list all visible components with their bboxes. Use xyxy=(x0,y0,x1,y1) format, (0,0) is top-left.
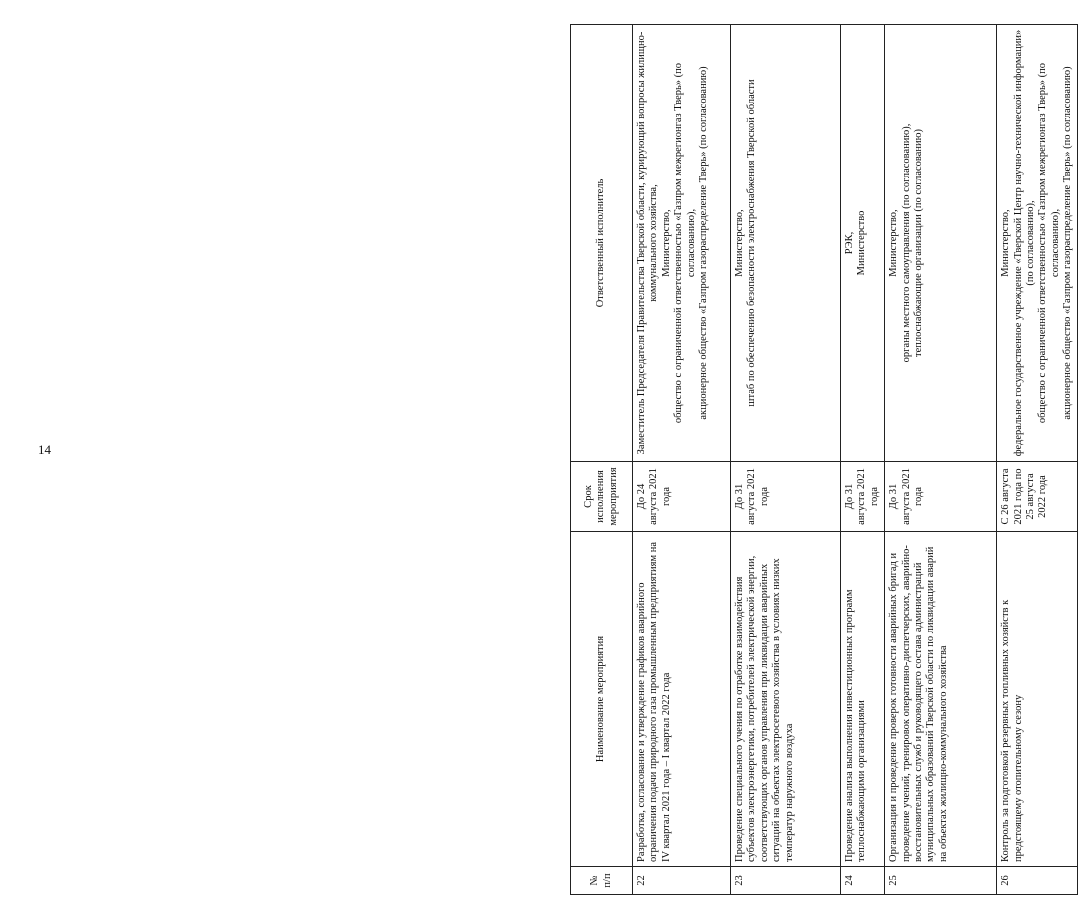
header-term: Срок исполнения мероприятия xyxy=(571,462,633,532)
executor-line: теплоснабжающие организации (по согласованию) xyxy=(912,129,924,357)
executor-line: общество с ограниченной ответственностью «Газпром межрегионгаз Тверь» (по согласованию), xyxy=(1037,62,1061,424)
executor-line: Министерство, xyxy=(660,209,672,277)
table-row xyxy=(731,25,841,895)
table-header-row xyxy=(571,25,633,895)
row-num: 26 xyxy=(997,867,1078,895)
row-term: До 31 августа 2021 года xyxy=(841,462,885,532)
row-num: 23 xyxy=(731,867,841,895)
page-number: 14 xyxy=(38,442,51,457)
header-executor: Ответственный исполнитель xyxy=(571,25,633,462)
row-executor xyxy=(731,25,841,462)
executor-line: акционерное общество «Газпром газораспределение Тверь» (по согласованию) xyxy=(697,66,709,420)
row-num: 22 xyxy=(633,867,731,895)
row-term: С 26 августа 2021 года по 25 августа 2022 года xyxy=(997,462,1078,532)
executor-line: органы местного самоуправления (по согласованию), xyxy=(900,123,912,363)
row-executor xyxy=(885,25,997,462)
executor-line: Министерство, xyxy=(1000,209,1012,277)
table-row xyxy=(841,25,885,895)
row-executor xyxy=(633,25,731,462)
row-name: Проведение анализа выполнения инвестиционных программ теплоснабжающими организациями xyxy=(841,532,885,867)
table-row xyxy=(885,25,997,895)
row-term: До 31 августа 2021 года xyxy=(731,462,841,532)
executor-line: общество с ограниченной ответственностью «Газпром межрегионгаз Тверь» (по согласованию), xyxy=(673,62,697,424)
executor-line: Заместитель Председателя Правительства Тверской области, курирующий вопросы жилищно-коммунального хозяйства, xyxy=(636,31,660,455)
header-name: Наименование мероприятия xyxy=(571,532,633,867)
row-executor xyxy=(841,25,885,462)
executor-line: РЭК, xyxy=(844,231,855,255)
executor-line: Министерство, xyxy=(734,209,745,277)
row-name: Организация и проведение проверок готовности аварийных бригад и проведение учений, тренировок оперативно-диспетчерских, аварийно-восстановительных служб и руководящего состава администраций муниципальных образований Тверской области по ликвидации аварий на объектах жилищно-коммунального хозяйства xyxy=(885,532,997,867)
executor-line: штаб по обеспечению безопасности электроснабжения Тверской области xyxy=(746,79,758,407)
row-name: Проведение специального учения по отработке взаимодействия субъектов электроэнергетики, потребителей электрической энергии, соответствующих органов управления при ликвидации аварийных ситуаций на объектах электросетевого хозяйства в условиях низких температур наружного воздуха xyxy=(731,532,841,867)
executor-line: акционерное общество «Газпром газораспределение Тверь» (по согласованию) xyxy=(1062,66,1073,420)
executor-line: Министерство, xyxy=(888,209,900,277)
table-row xyxy=(997,25,1078,895)
row-executor xyxy=(997,25,1078,462)
row-name: Контроль за подготовкой резервных топливных хозяйств к предстоящему отопительному сезону xyxy=(997,532,1078,867)
row-term: До 31 августа 2021 года xyxy=(885,462,997,532)
header-num: № п/п xyxy=(571,867,633,895)
row-name: Разработка, согласование и утверждение графиков аварийного ограничения подачи природного газа промышленным предприятиям на IV квартал 2021 года – I квартал 2022 года xyxy=(633,532,731,867)
table-row xyxy=(633,25,731,895)
executor-line: Министерство xyxy=(856,210,868,276)
row-term: До 24 августа 2021 года xyxy=(633,462,731,532)
rotated-table-wrapper xyxy=(570,25,1073,895)
row-num: 25 xyxy=(885,867,997,895)
action-plan-table xyxy=(570,24,1078,895)
row-num: 24 xyxy=(841,867,885,895)
executor-line: федеральное государственное учреждение «Тверской Центр научно-технической информации» (по согласованию), xyxy=(1012,29,1036,457)
